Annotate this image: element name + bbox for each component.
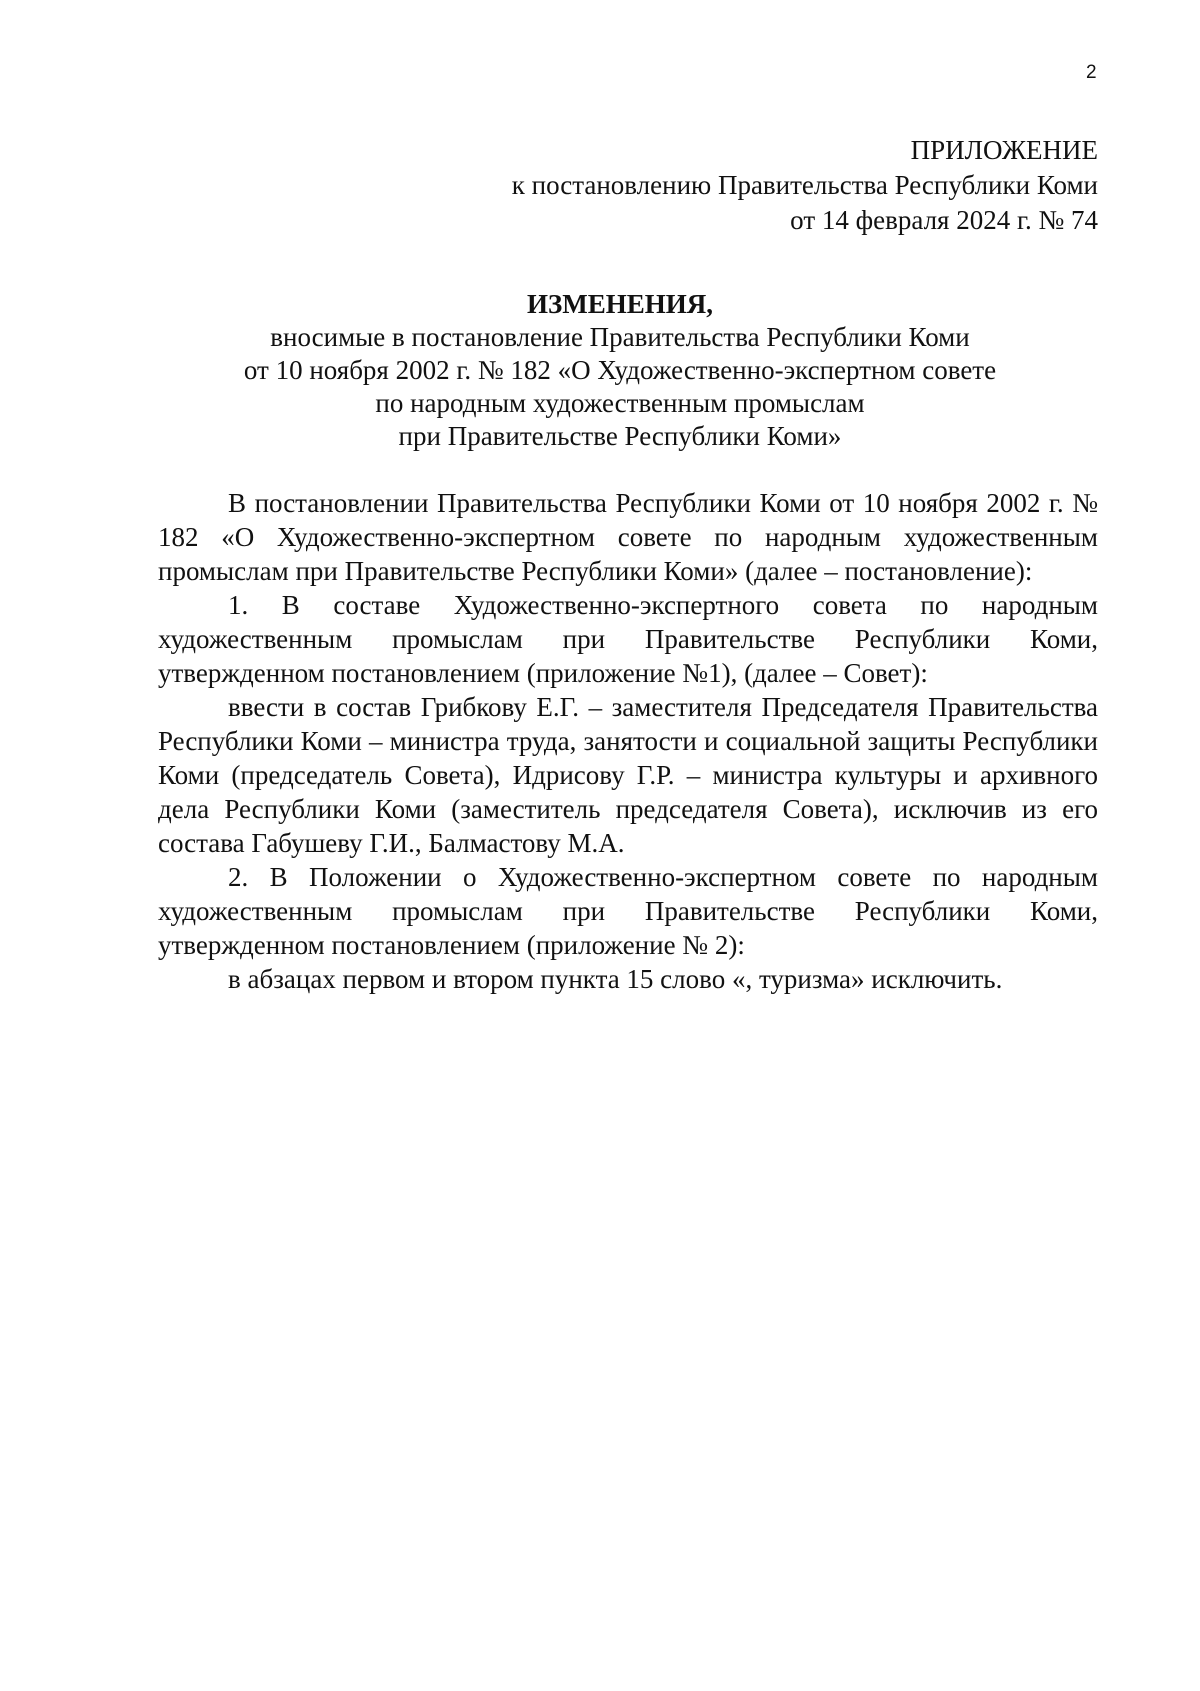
item-1-paragraph: 1. В составе Художественно-экспертного совета по народным художественным промыслам при Правительстве Республики Коми, утвержденном постановлением (приложение №1), (далее – Совет):: [158, 590, 1098, 688]
title-line-3: по народным художественным промыслам: [375, 388, 865, 418]
title-heading: ИЗМЕНЕНИЯ,: [526, 289, 713, 319]
item-1-text-paragraph: ввести в состав Грибкову Е.Г. – заместителя Председателя Правительства Республики Коми – министра труда, занятости и социальной защиты Республики Коми (председатель Совета), Идрисову Г.Р. – министра культуры и архивного дела Республики Коми (заместитель председателя Совета), исключив из его состава Габушеву Г.И., Балмастову М.А.: [158, 692, 1098, 858]
appendix-date-number: от 14 февраля 2024 г. № 74: [790, 205, 1098, 235]
document-body: [158, 486, 1098, 996]
title-line-1: вносимые в постановление Правительства Республики Коми: [270, 322, 970, 352]
appendix-label: ПРИЛОЖЕНИЕ: [910, 135, 1098, 165]
page-number: 2: [1086, 62, 1097, 83]
appendix-block: [398, 133, 1098, 238]
title-line-2: от 10 ноября 2002 г. № 182 «О Художественно-экспертном совете: [243, 355, 997, 385]
item-2-paragraph: 2. В Положении о Художественно-экспертном совете по народным художественным промыслам при Правительстве Республики Коми, утвержденном постановлением (приложение № 2):: [158, 862, 1098, 960]
document-title: [140, 288, 1100, 453]
appendix-reference: к постановлению Правительства Республики Коми: [511, 170, 1098, 200]
item-2-text-paragraph: в абзацах первом и втором пункта 15 слово «, туризма» исключить.: [228, 964, 1003, 994]
intro-paragraph: В постановлении Правительства Республики Коми от 10 ноября 2002 г. № 182 «О Художественно-экспертном совете по народным художественным промыслам при Правительстве Республики Коми» (далее – постановление):: [158, 488, 1098, 586]
title-line-4: при Правительстве Республики Коми»: [398, 421, 842, 451]
